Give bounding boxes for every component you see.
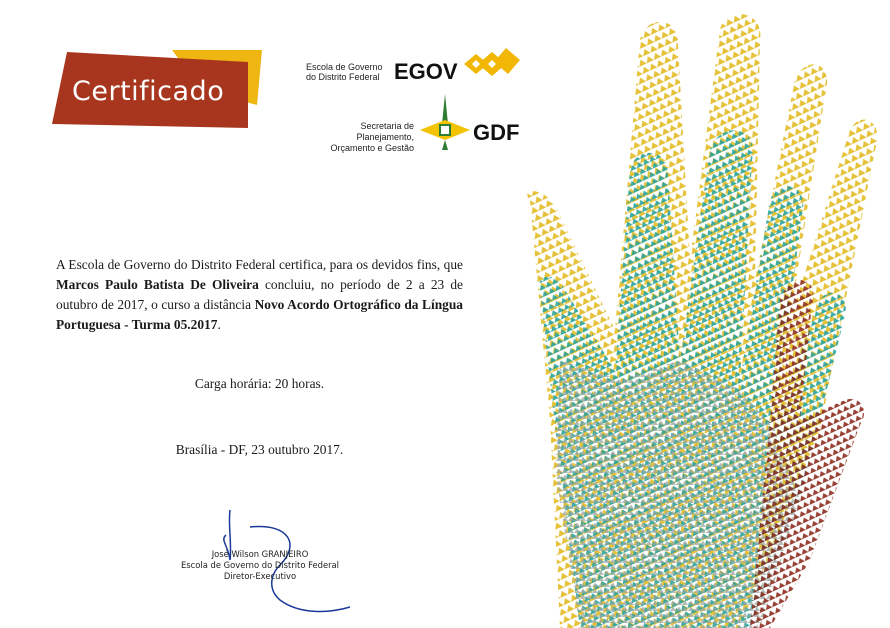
decorative-hands-illustration (520, 0, 890, 628)
signatory-name: José Wilson GRANJEIRO (211, 549, 309, 559)
signatory-block (160, 549, 360, 582)
gdf-subtitle: Secretaria de Planejamento, Orçamento e Gestão (330, 121, 414, 153)
student-name: Marcos Paulo Batista De Oliveira (56, 277, 259, 292)
gdf-logo-text: GDF (473, 120, 520, 145)
place-date-text: Brasília - DF, 23 outubro 2017. (175, 442, 344, 457)
egov-mark-icon (462, 46, 522, 82)
egov-logo-text: EGOV (394, 59, 458, 84)
signatory-org: Escola de Governo do Distrito Federal (181, 560, 339, 570)
signatory-role: Diretor-Executivo (223, 571, 297, 581)
df-flag-emblem-icon (420, 94, 470, 150)
workload-text: Carga horária: 20 horas. (194, 376, 325, 391)
egov-subtitle: Escola de Governo do Distrito Federal (306, 62, 383, 82)
badge-title: Certificado (72, 76, 225, 107)
certificate-body: A Escola de Governo do Distrito Federal certifica, para os devidos fins, que Marcos Paulo Batista De Oliveira concluiu, no período de 2 a 23 de outubro de 2017, o curso a distância Novo Acordo Ortográfico da Língua Portuguesa - Turma 05.2017. (56, 257, 464, 332)
course-name: Novo Acordo Ortográfico da Língua Portuguesa - Turma 05.2017 (56, 297, 463, 332)
